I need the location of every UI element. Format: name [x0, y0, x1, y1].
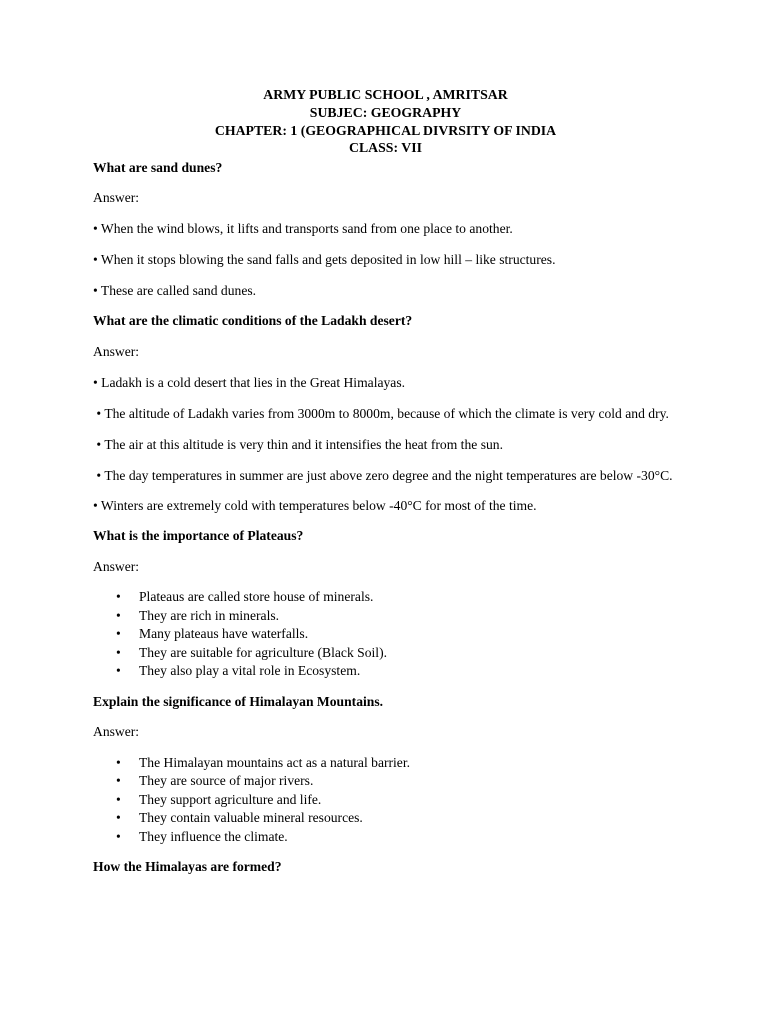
bullet-icon: • — [116, 663, 121, 679]
bullet-icon: • — [116, 644, 121, 660]
answer-point: • These are called sand dunes. — [93, 283, 257, 299]
answer-point: • The altitude of Ladakh varies from 3000m to 8000m, because of which the climate is very cold and dry. — [93, 406, 669, 422]
answer-point: • The day temperatures in summer are just above zero degree and the night temperatures are below -30°C. — [93, 468, 673, 484]
list-item: • They are source of major rivers. — [93, 772, 678, 791]
list-item: • They are rich in minerals. — [93, 607, 678, 626]
bullet-icon: • — [116, 607, 121, 623]
class-line: CLASS: VII — [349, 140, 422, 156]
answer-point: • When the wind blows, it lifts and transports sand from one place to another. — [93, 221, 513, 237]
answer-point: • Ladakh is a cold desert that lies in the Great Himalayas. — [93, 375, 406, 391]
list-item: • They contain valuable mineral resources. — [93, 809, 678, 828]
answer-label: Answer: — [93, 190, 140, 206]
answer-point: • The air at this altitude is very thin and it intensifies the heat from the sun. — [93, 437, 503, 453]
bullet-icon: • — [116, 754, 121, 770]
answer-label: Answer: — [93, 559, 140, 575]
list-item: • They are suitable for agriculture (Black Soil). — [93, 644, 678, 663]
bullet-icon: • — [116, 810, 121, 826]
question-ladakh-climate: What are the climatic conditions of the Ladakh desert? — [93, 313, 413, 329]
bullet-icon: • — [116, 626, 121, 642]
question-plateaus: What is the importance of Plateaus? — [93, 528, 304, 544]
answer-point: • Winters are extremely cold with temperatures below -40°C for most of the time. — [93, 498, 537, 514]
bullet-icon: • — [116, 773, 121, 789]
subject-line: SUBJEC: GEOGRAPHY — [309, 104, 462, 120]
question-himalaya-formation: How the Himalayas are formed? — [93, 859, 282, 875]
bullet-list-plateaus — [93, 588, 678, 681]
bullet-list-himalayas — [93, 754, 678, 847]
chapter-line: CHAPTER: 1 (GEOGRAPHICAL DIVRSITY OF INDIA — [214, 122, 557, 138]
bullet-icon: • — [116, 791, 121, 807]
list-item: • Plateaus are called store house of minerals. — [93, 588, 678, 607]
list-item: • They influence the climate. — [93, 828, 678, 847]
bullet-icon: • — [116, 828, 121, 844]
answer-label: Answer: — [93, 344, 140, 360]
answer-label: Answer: — [93, 723, 140, 739]
list-item: • They also play a vital role in Ecosystem. — [93, 662, 678, 681]
document-header — [93, 86, 678, 157]
list-item: • They support agriculture and life. — [93, 791, 678, 810]
list-item: • Many plateaus have waterfalls. — [93, 625, 678, 644]
question-sand-dunes: What are sand dunes? — [93, 160, 223, 176]
answer-point: • When it stops blowing the sand falls and gets deposited in low hill – like structures. — [93, 252, 556, 268]
list-item: • The Himalayan mountains act as a natural barrier. — [93, 754, 678, 773]
question-himalayan-significance: Explain the significance of Himalayan Mountains. — [93, 693, 384, 709]
school-name: ARMY PUBLIC SCHOOL , AMRITSAR — [263, 87, 508, 102]
document-page — [93, 86, 678, 876]
bullet-icon: • — [116, 589, 121, 605]
